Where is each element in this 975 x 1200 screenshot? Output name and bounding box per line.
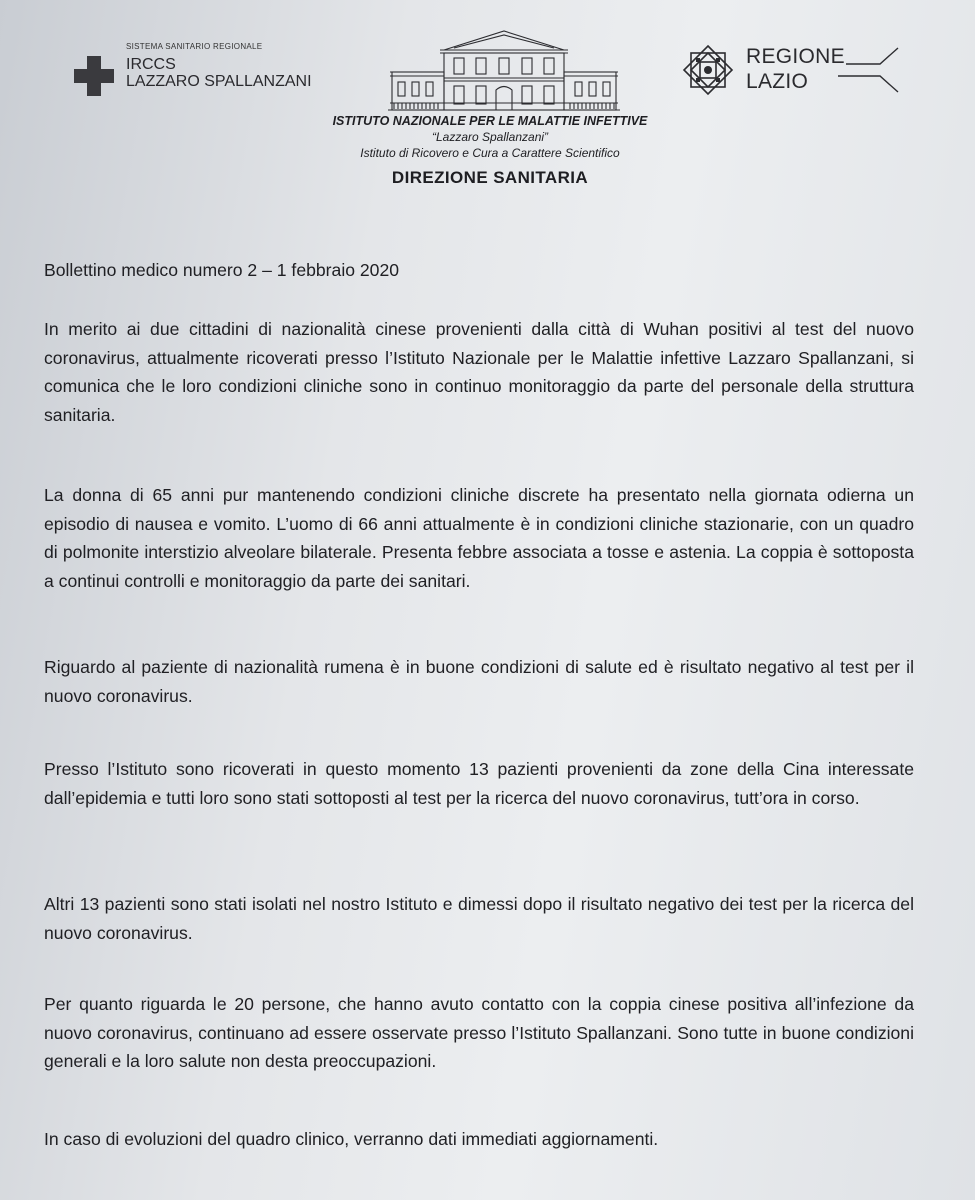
institute-quoted-name: “Lazzaro Spallanzani” [431,130,549,144]
regione-lazio-logo [682,42,902,98]
paragraph-text: Per quanto riguarda le 20 persone, che hanno avuto contatto con la coppia cinese positiva all’infezione da nuovo coronavirus, continuano ad essere osservate presso l’Istituto Spallanzani. Sono tutte in buone condizioni generali e la loro salute non desta preoccupazioni. [44,994,914,1071]
irccs-logo [74,42,334,102]
institute-header [300,113,680,161]
institute-subtitle: Istituto di Ricovero e Cura a Carattere Scientifico [360,146,620,160]
paragraph-text: La donna di 65 anni pur mantenendo condizioni cliniche discrete ha presentato nella giornata odierna un episodio di nausea e vomito. L’uomo di 66 anni attualmente è in condizioni cliniche stazionarie, con un quadro di polmonite interstizio alveolare bilaterale. Presenta febbre associata a tosse e astenia. La coppia è sottoposta a continui controlli e monitoraggio da parte dei sanitari. [44,485,914,591]
paragraph-2 [44,481,914,595]
paragraph-text: Altri 13 pazienti sono stati isolati nel nostro Istituto e dimessi dopo il risultato negativo dei test per la ricerca del nuovo coronavirus. [44,894,914,943]
paragraph-text: In merito ai due cittadini di nazionalità cinese provenienti dalla città di Wuhan positivi al test del nuovo coronavirus, attualmente ricoverati presso l’Istituto Nazionale per le Malattie infettive Lazzaro Spallanzani, si comunica che le loro condizioni cliniche sono in continuo monitoraggio da parte del personale della struttura sanitaria. [44,319,914,425]
regione-emblem-icon [682,44,734,96]
paragraph-3 [44,653,914,710]
paragraph-text: Presso l’Istituto sono ricoverati in questo momento 13 pazienti provenienti da zone della Cina interessate dall’epidemia e tutti loro sono stati sottoposti al test per la ricerca del nuovo coronavirus, tutt’ora in corso. [44,759,914,808]
regione-line2: LAZIO [746,70,809,93]
institute-name: ISTITUTO NAZIONALE PER LE MALATTIE INFETTIVE [332,114,648,128]
paragraph-5 [44,890,914,947]
irccs-name [126,56,312,90]
bulletin-title: Bollettino medico numero 2 – 1 febbraio 2020 [44,260,400,280]
cross-icon [74,56,114,96]
building-logo-icon [388,28,620,112]
paragraph-7 [44,1125,914,1154]
paragraph-1 [44,315,914,429]
regional-system-label: SISTEMA SANITARIO REGIONALE [126,42,263,51]
paragraph-text: In caso di evoluzioni del quadro clinico, verranno dati immediati aggiornamenti. [44,1129,659,1149]
paragraph-4 [44,755,914,812]
paragraph-text: Riguardo al paziente di nazionalità rumena è in buone condizioni di salute ed è risultato negativo al test per il nuovo coronavirus. [44,657,914,706]
paragraph-6 [44,990,914,1076]
regione-line1: REGIONE [746,45,845,68]
regione-name [746,44,845,94]
irccs-name-line2: LAZZARO SPALLANZANI [126,73,312,90]
department-title: DIREZIONE SANITARIA [391,168,589,187]
irccs-name-line1: IRCCS [126,56,176,73]
regione-accent-lines [832,42,902,98]
